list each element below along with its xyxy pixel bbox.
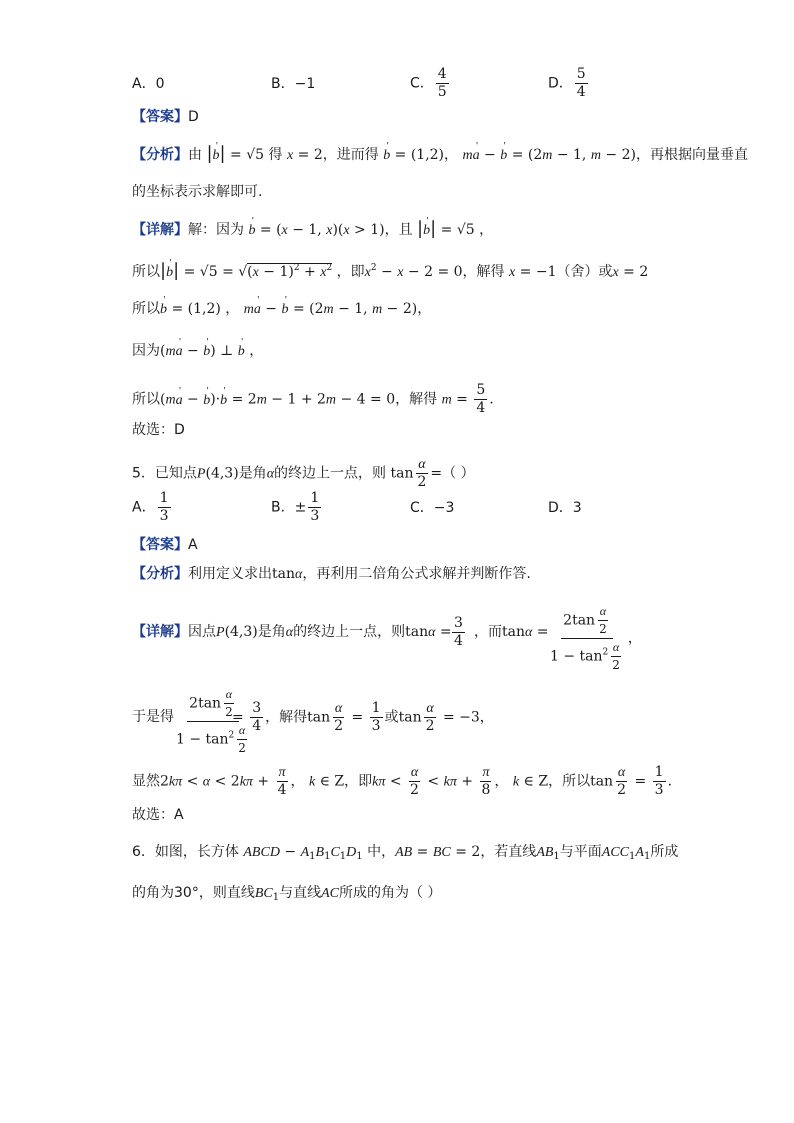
q5-analysis: 【分析】利用定义求出tanα，再利用二倍角公式求解并判断作答. bbox=[132, 566, 531, 582]
q5-answer: 【答案】A bbox=[132, 537, 198, 553]
q4-detail-line4: 因为(m' a − ' b) ⊥ ' b ， bbox=[132, 341, 263, 362]
q5-option-d: D．3 bbox=[548, 500, 582, 516]
q6-stem-line2: 的角为30°，则直线$BC_1$与直线AC所成的角为（ ） bbox=[132, 885, 442, 903]
q4-detail-line3: 所以' b = (1,2) ， m' a − ' b = (2m − 1, m − 2)， bbox=[132, 299, 431, 320]
q4-answer: 【答案】D bbox=[132, 109, 199, 125]
q5-option-b: B．± $\frac{1}{3}$ bbox=[271, 490, 320, 524]
q5-stem: 5．已知点P(4,3)是角α的终边上一点，则 tan $\frac{\alpha}{2}$ =（ ） bbox=[132, 457, 475, 490]
q4-option-c: C． $\frac{4}{5}$ bbox=[410, 66, 447, 100]
q4-analysis-line1: 【分析】由 |' b| = √5 得 x = 2，进而得 ' b = (1,2)， m' a − ' b = (2m − 1, m − 2)，再根据向量垂直 bbox=[132, 144, 748, 166]
q4-option-b: B．−1 bbox=[271, 76, 316, 92]
q4-detail-line2: 所以|' $b| = √5 = √(x - 1)^2 + x^2$ ，即$x^2 - x - 2 = 0$，解得 x = −1（舍）或x = 2 bbox=[132, 258, 648, 283]
q4-analysis-line2: 的坐标表示求解即可. bbox=[132, 184, 263, 200]
q5-detail-line3: 显然2kπ < α < 2kπ + $\frac{\pi}{4}$ ， k ∈ Z，即kπ < $\frac{\alpha}{2}$ < kπ + $\frac{\pi}{8}$ ， k ∈ Z，所以tan $\frac{\alpha}{2}$ = $\frac{1}{3}$ . bbox=[132, 764, 673, 798]
q6-stem-line1: 6．如图，长方体 ABCD − $A_1B_1C_1D_1$ 中，AB = BC = 2，若直线$AB_1$与平面$ACC_1A_1$所成 bbox=[132, 844, 679, 862]
q5-conclusion: 故选：A bbox=[132, 807, 184, 823]
q4-option-d: D． $\frac{5}{4}$ bbox=[548, 66, 586, 100]
q4-conclusion: 故选：D bbox=[132, 422, 185, 438]
q5-option-a: A． $\frac{1}{3}$ bbox=[132, 490, 169, 524]
q5-option-c: C．−3 bbox=[410, 500, 455, 516]
q4-detail-line5: 所以(m' a − ' b)·' b = 2m − 1 + 2m − 4 = 0，解得 m = $\frac{5}{4}$ . bbox=[132, 382, 494, 417]
q4-detail-line1: 【详解】解：因为 ' b = (x − 1, x)(x > 1)，且 |' b| = √5 ， bbox=[132, 219, 493, 241]
q4-option-a: A．0 bbox=[132, 76, 165, 92]
